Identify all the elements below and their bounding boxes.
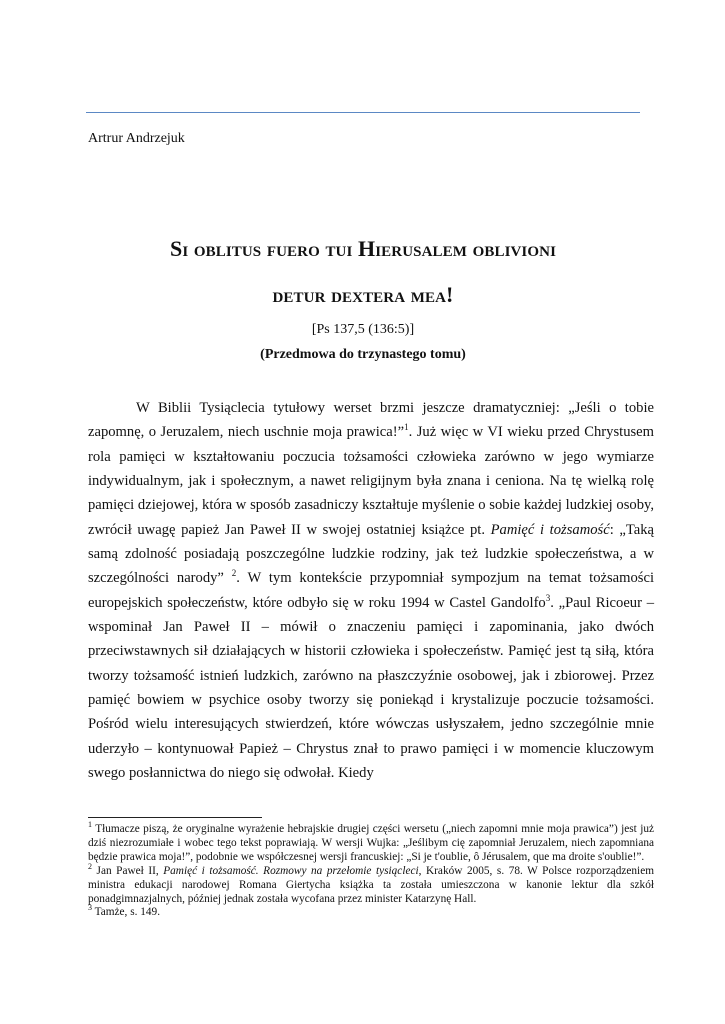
- footnote-ref-3[interactable]: 3: [545, 592, 551, 603]
- footnote-number: 2: [88, 861, 92, 871]
- body-text-segment: . „Paul Ricoeur – wspominał Jan Paweł II – mówił o znaczeniu pamięci i zapominania, jako dwóch przeciwstawnych sił działających w historii człowieka i społeczeństw. Pamięć jest tą siłą, która tworzy tożsamość istnień ludzkich, zarówno na płaszczyźnie osobowej, jak i zbiorowej. Przez pamięć bowiem w psychice osoby tworzy się poniekąd i krystalizuje poczucie tożsamości. Pośród wielu interesujących stwierdzeń, które wówczas usłyszałem, jedno szczególnie mnie uderzyło – kontynuował Papież – Chrystus znał to prawo pamięci i w momencie kluczowym swego posłannictwa do niego się odwołał. Kiedy: [88, 594, 654, 782]
- footnote-ref-1[interactable]: 1: [404, 422, 409, 433]
- footnote-text: Jan Paweł II,: [92, 864, 164, 877]
- footnote-separator: [88, 817, 262, 818]
- footnote-ref-2[interactable]: 2: [231, 568, 237, 579]
- header-rule: [86, 112, 640, 113]
- body-text-segment: W Biblii Tysiąclecia tytułowy werset brzmi jeszcze dramatyczniej: „Jeśli o tobie zapomnę, o Jeruzalem, niech uschnie moja prawica!”: [88, 400, 654, 441]
- footnote-book-title: Pamięć i tożsamość. Rozmowy na przełomie tysiącleci: [163, 864, 419, 877]
- footnote-2: [88, 861, 654, 907]
- footnote-number: 1: [88, 820, 92, 830]
- footnotes: [88, 820, 654, 920]
- footnote-text: Tłumacze piszą, że oryginalne wyrażenie hebrajskie drugiej części wersetu („niech zapomni mnie moja prawica”) jest już dziś niezrozumiałe i wobec tego tekst poprawiają. W wersji Wujka: „Jeślibym cię zapomniał Jeruzalem, niech zapomniana będzie prawica moja!”, podobnie we współczesnej wersji francuskiej: „Si je t'oublie, ô Jérusalem, que ma droite s'oublie!”.: [88, 823, 654, 863]
- title-line-2: detur dextera mea!: [272, 282, 454, 307]
- psalm-reference: [Ps 137,5 (136:5)]: [311, 322, 415, 337]
- body-text-segment: . Już więc w VI wieku przed Chrystusem rola pamięci w kształtowaniu poczucia tożsamości człowieka zarówno w jego wymiarze indywidualnym, jak i społecznym, a nawet religijnym była znana i ceniona. Na tę wielką rolę pamięci dziejowej, która w sposób zasadniczy kształtuje myślenie o sobie każdej ludzkiej osoby, zwrócił uwagę papież Jan Paweł II w swojej ostatniej książce pt.: [88, 424, 654, 538]
- title-line-1: Si oblitus fuero tui Hierusalem oblivioni: [169, 236, 557, 261]
- footnote-number: 3: [88, 903, 92, 913]
- footnote-text: , Kraków 2005, s. 78. W Polsce rozporządzeniem ministra edukacji narodowej Romana Giertycha książka ta została umieszczona w kanonie lektur dla szkół ponadgimnazjalnych, później jednak została wycofana przez minister Katarzynę Hall.: [88, 864, 654, 905]
- footnote-text: Tamże, s. 149.: [92, 906, 161, 919]
- book-title: Pamięć i tożsamość: [490, 521, 610, 538]
- body-paragraph: [88, 396, 654, 786]
- footnote-1: [88, 820, 654, 865]
- body-text-segment: . W tym kontekście przypomniał sympozjum na temat tożsamości europejskich społeczeństw, które odbyło się w roku 1994 w Castel Gandolfo: [88, 570, 655, 611]
- subtitle: (Przedmowa do trzynastego tomu): [260, 347, 466, 362]
- body-text-segment: : „Taką samą zdolność posiadają poszczególne ludzkie rodziny, jak też ludzkie społeczeństwa, a w szczególności narody”: [88, 521, 654, 587]
- author-name: Artrur Andrzejuk: [88, 131, 185, 146]
- footnote-3: [88, 903, 654, 920]
